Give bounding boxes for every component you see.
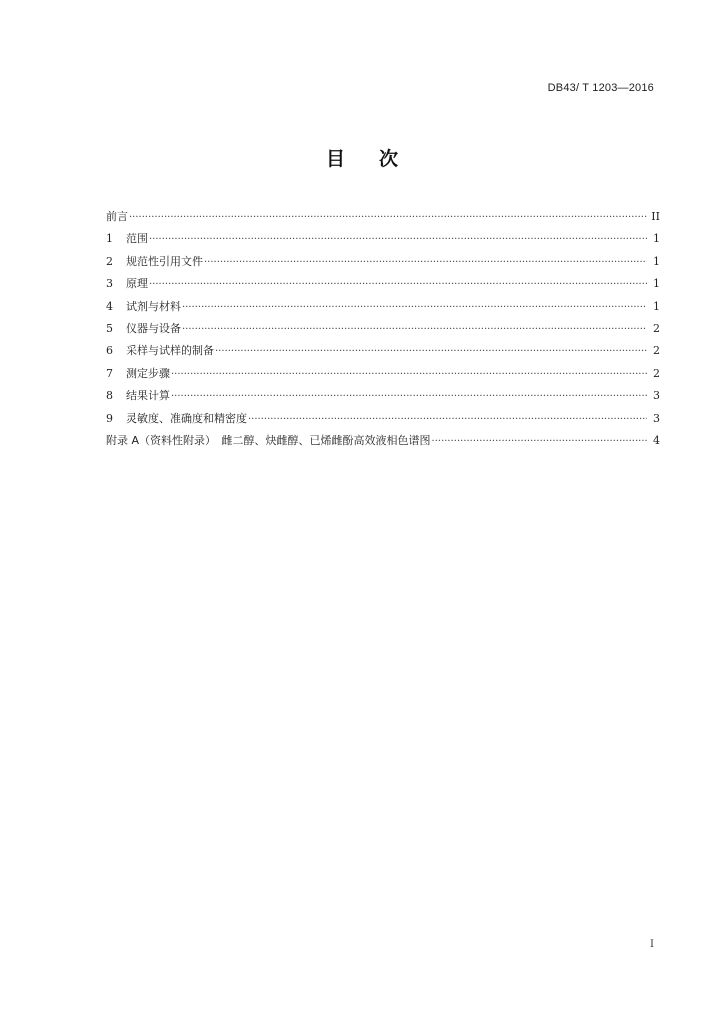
document-code: DB43/ T 1203—2016 [547, 82, 654, 94]
toc-entry-appendix-a[interactable] [106, 430, 660, 452]
toc-entry-principle[interactable] [106, 273, 660, 295]
toc-entry-page: 2 [653, 321, 660, 335]
page-title [0, 144, 724, 171]
toc-entry-number: 8 [106, 389, 113, 403]
toc-entry-label: 规范性引用文件 [126, 254, 203, 268]
title-char-2: 次 [379, 148, 399, 170]
toc-entry-number: 7 [106, 366, 113, 380]
toc-entry-sensitivity[interactable] [106, 408, 660, 430]
toc-leader-dots [204, 252, 647, 274]
toc-leader-dots [149, 229, 647, 251]
toc-entry-page: 1 [653, 254, 660, 268]
toc-entry-label: 试剂与材料 [126, 299, 181, 313]
toc-entry-page: 1 [653, 299, 660, 313]
toc-entry-calculation[interactable] [106, 385, 660, 407]
toc-leader-dots [171, 386, 647, 408]
toc-entry-label: 原理 [126, 277, 148, 291]
toc-entry-number: 4 [106, 299, 113, 313]
toc-entry-number: 6 [106, 344, 113, 358]
toc-entry-label: 附录 A（资料性附录） 雌二醇、炔雌醇、已烯雌酚高效液相色谱图 [106, 433, 431, 447]
toc-entry-page: 1 [653, 232, 660, 246]
toc-entry-page: 3 [653, 411, 660, 425]
toc-entry-number: 2 [106, 254, 113, 268]
toc-leader-dots [182, 319, 647, 341]
toc-leader-dots [149, 274, 647, 296]
toc-leader-dots [182, 297, 647, 319]
toc-entry-label: 结果计算 [126, 389, 170, 403]
page-number: I [650, 939, 654, 950]
toc-entry-page: 4 [653, 433, 660, 447]
toc-entry-page: 3 [653, 389, 660, 403]
toc-entry-page: 1 [653, 277, 660, 291]
toc-entry-label: 采样与试样的制备 [126, 344, 214, 358]
title-char-1: 目 [325, 148, 345, 170]
toc-entry-scope[interactable] [106, 228, 660, 250]
toc-entry-page: II [651, 210, 660, 223]
toc-entry-page: 2 [653, 344, 660, 358]
toc-entry-label: 范围 [126, 232, 148, 246]
toc-entry-sampling[interactable] [106, 340, 660, 362]
toc-entry-label: 灵敏度、准确度和精密度 [126, 411, 247, 425]
toc-leader-dots [215, 341, 647, 363]
toc-entry-label: 前言 [106, 210, 128, 223]
toc-entry-procedure[interactable] [106, 363, 660, 385]
toc-leader-dots [432, 431, 647, 453]
toc-entry-number: 5 [106, 321, 113, 335]
toc-leader-dots [248, 409, 647, 431]
toc-entry-apparatus[interactable] [106, 318, 660, 340]
toc-entry-normative-references[interactable] [106, 251, 660, 273]
toc-leader-dots [129, 207, 647, 229]
toc-entry-number: 9 [106, 411, 113, 425]
table-of-contents [106, 206, 660, 452]
toc-entry-label: 测定步骤 [126, 366, 170, 380]
toc-entry-reagents[interactable] [106, 296, 660, 318]
toc-entry-number: 1 [106, 232, 113, 246]
toc-entry-number: 3 [106, 277, 113, 291]
toc-entry-foreword[interactable] [106, 206, 660, 228]
toc-entry-page: 2 [653, 366, 660, 380]
toc-leader-dots [171, 364, 647, 386]
toc-entry-label: 仪器与设备 [126, 321, 181, 335]
